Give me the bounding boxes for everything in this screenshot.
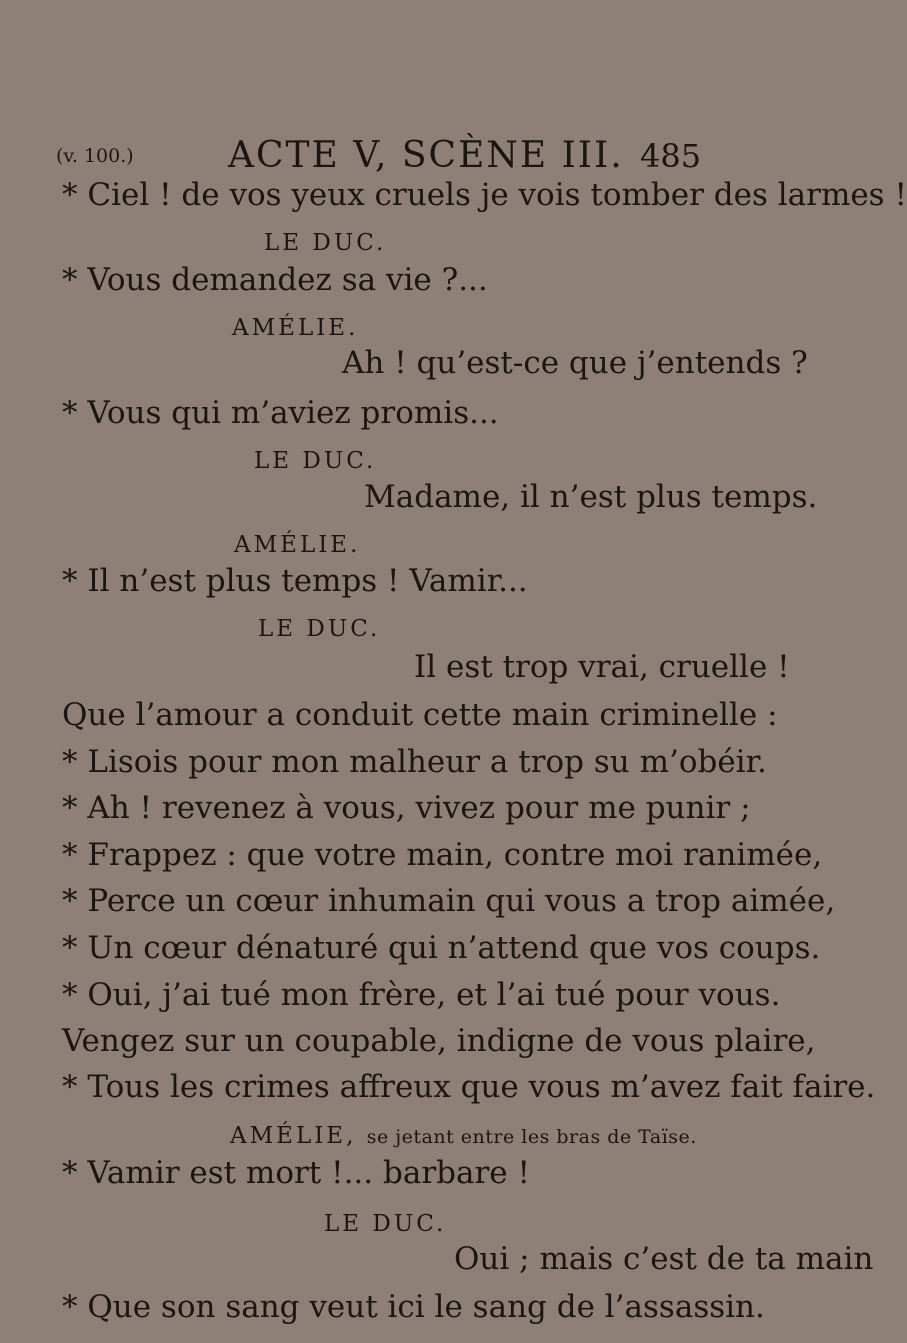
verse-line: * Un cœur dénaturé qui n’attend que vos coups. bbox=[62, 930, 821, 966]
verse-line: Oui ; mais c’est de ta main bbox=[454, 1241, 874, 1277]
verse-line: * Perce un cœur inhumain qui vous a trop aimée, bbox=[62, 883, 836, 919]
running-title: ACTE V, SCÈNE III. bbox=[228, 135, 624, 176]
verse-line: Madame, il n’est plus temps. bbox=[364, 479, 818, 515]
verse-line: * Lisois pour mon malheur a trop su m’obéir. bbox=[62, 744, 767, 780]
speaker-name: LE DUC. bbox=[258, 616, 381, 642]
verse-line: * Que son sang veut ici le sang de l’assassin. bbox=[62, 1289, 765, 1325]
verse-line: Que l’amour a conduit cette main criminelle : bbox=[62, 697, 778, 733]
verse-line: Ah ! qu’est-ce que j’entends ? bbox=[342, 345, 808, 381]
speaker-name: LE DUC. bbox=[324, 1211, 447, 1237]
speaker-name: LE DUC. bbox=[264, 230, 387, 256]
speaker-name: LE DUC. bbox=[254, 448, 377, 474]
stage-direction: se jetant entre les bras de Taïse. bbox=[366, 1126, 697, 1148]
speaker-name: AMÉLIE. bbox=[234, 532, 361, 558]
verse-line: * Il n’est plus temps ! Vamir... bbox=[62, 563, 528, 599]
speaker-with-stage-direction bbox=[230, 1125, 697, 1148]
verse-line: * Vous qui m’aviez promis... bbox=[62, 395, 499, 431]
verse-line: * Ciel ! de vos yeux cruels je vois tomber des larmes ! bbox=[62, 177, 907, 213]
verse-line: Il est trop vrai, cruelle ! bbox=[414, 649, 790, 685]
page-number: 485 bbox=[640, 137, 702, 175]
speaker-name: AMÉLIE. bbox=[232, 315, 359, 341]
speaker-name: AMÉLIE, bbox=[230, 1123, 357, 1149]
verse-line: Vengez sur un coupable, indigne de vous plaire, bbox=[62, 1023, 816, 1059]
verse-line: * Oui, j’ai tué mon frère, et l’ai tué pour vous. bbox=[62, 977, 781, 1013]
verse-line: * Tous les crimes affreux que vous m’avez fait faire. bbox=[62, 1069, 876, 1105]
verse-line-reference: (v. 100.) bbox=[56, 145, 134, 167]
verse-line: * Vamir est mort !... barbare ! bbox=[62, 1155, 530, 1191]
verse-line: * Frappez : que votre main, contre moi ranimée, bbox=[62, 837, 823, 873]
verse-line: * Vous demandez sa vie ?... bbox=[62, 262, 488, 298]
verse-line: * Ah ! revenez à vous, vivez pour me punir ; bbox=[62, 790, 751, 826]
